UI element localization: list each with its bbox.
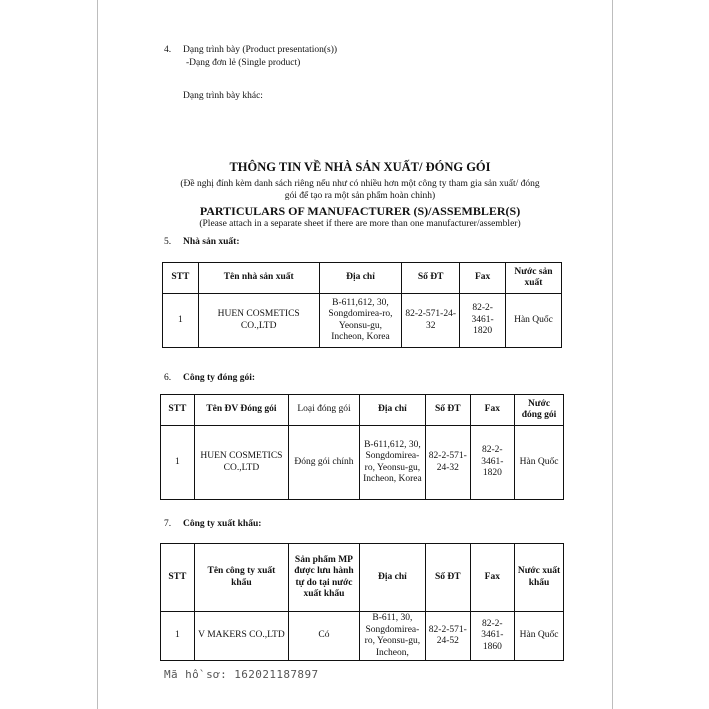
cell-country: Hàn Quốc (506, 294, 562, 348)
cell-packaging-type: Đóng gói chính (289, 426, 360, 500)
col-packager-name: Tên ĐV Đóng gói (194, 395, 289, 426)
col-phone: Số ĐT (426, 395, 471, 426)
cell-address: B-611,612, 30, Songdomirea-ro, Yeonsu-gu, Incheon, Korea (359, 426, 425, 500)
section5-number: 5. (164, 237, 172, 247)
cell-phone: 82-2-571-24-32 (426, 426, 471, 500)
section6-number: 6. (164, 373, 172, 383)
table-row (161, 612, 564, 661)
page-left-edge (97, 0, 98, 709)
col-phone: Số ĐT (426, 544, 471, 612)
cell-manufacturer-name: HUEN COSMETICS CO.,LTD (198, 294, 319, 348)
item4-other: Dạng trình bày khác: (183, 91, 263, 101)
table-header-row (163, 263, 562, 294)
section6-heading: Công ty đóng gói: (183, 373, 256, 383)
item4-sub: -Dạng đơn lẻ (Single product) (186, 58, 301, 68)
cell-fax: 82-2-3461-1820 (460, 294, 506, 348)
item4-number: 4. (164, 45, 172, 55)
item4-label: Dạng trình bày (Product presentation(s)) (183, 45, 338, 55)
manufacturer-table (162, 262, 562, 348)
cell-fax: 82-2-3461-1820 (470, 426, 515, 500)
manufacturer-note-vn-2: gói để tạo ra một sản phẩm hoàn chỉnh) (284, 191, 436, 201)
section7-number: 7. (164, 519, 172, 529)
cell-country: Hàn Quốc (515, 426, 564, 500)
table-row (161, 426, 564, 500)
exporter-table (160, 543, 564, 661)
cell-packager-name: HUEN COSMETICS CO.,LTD (194, 426, 289, 500)
cell-exporter-name: V MAKERS CO.,LTD (194, 612, 289, 661)
col-stt: STT (161, 544, 195, 612)
col-fax: Fax (470, 544, 515, 612)
manufacturer-title-en: PARTICULARS OF MANUFACTURER (S)/ASSEMBLER(S) (199, 204, 521, 218)
col-manufacturer-name: Tên nhà sản xuất (198, 263, 319, 294)
manufacturer-note-en: (Please attach in a separate sheet if there are more than one manufacturer/assembler) (199, 219, 521, 229)
manufacturer-title-vn: THÔNG TIN VỀ NHÀ SẢN XUẤT/ ĐÓNG GÓI (229, 160, 491, 174)
col-stt: STT (163, 263, 199, 294)
table-header-row (161, 395, 564, 426)
col-packaging-type: Loại đóng gói (289, 395, 360, 426)
col-country: Nước sản xuất (506, 263, 562, 294)
table-header-row (161, 544, 564, 612)
manufacturer-note-vn-1: (Đề nghị đính kèm danh sách riêng nếu như có nhiều hơn một công ty tham gia sản xuất/ đóng (180, 179, 540, 189)
record-code: Mã hồ sơ: 162021187897 (164, 668, 319, 681)
cell-fax: 82-2-3461-1860 (470, 612, 515, 661)
cell-phone: 82-2-571-24-32 (402, 294, 460, 348)
section5-heading: Nhà sản xuất: (183, 237, 240, 247)
col-country: Nước đóng gói (515, 395, 564, 426)
col-address: Địa chỉ (359, 395, 425, 426)
cell-address: B-611, 30, Songdomirea-ro, Yeonsu-gu, Incheon, (359, 612, 425, 661)
col-fax: Fax (470, 395, 515, 426)
col-fax: Fax (460, 263, 506, 294)
col-stt: STT (161, 395, 195, 426)
col-phone: Số ĐT (402, 263, 460, 294)
col-exporter-name: Tên công ty xuất khẩu (194, 544, 289, 612)
col-free-sale: Sản phẩm MP được lưu hành tự do tại nước xuất khẩu (289, 544, 360, 612)
page-right-edge (612, 0, 613, 709)
col-address: Địa chỉ (319, 263, 401, 294)
cell-address: B-611,612, 30, Songdomirea-ro, Yeonsu-gu, Incheon, Korea (319, 294, 401, 348)
cell-stt: 1 (161, 426, 195, 500)
section7-heading: Công ty xuất khẩu: (183, 519, 262, 529)
cell-country: Hàn Quốc (515, 612, 564, 661)
col-address: Địa chỉ (359, 544, 425, 612)
cell-stt: 1 (161, 612, 195, 661)
cell-phone: 82-2-571-24-52 (426, 612, 471, 661)
cell-free-sale: Có (289, 612, 360, 661)
col-country: Nước xuất khẩu (515, 544, 564, 612)
table-row (163, 294, 562, 348)
packager-table (160, 394, 564, 500)
cell-stt: 1 (163, 294, 199, 348)
